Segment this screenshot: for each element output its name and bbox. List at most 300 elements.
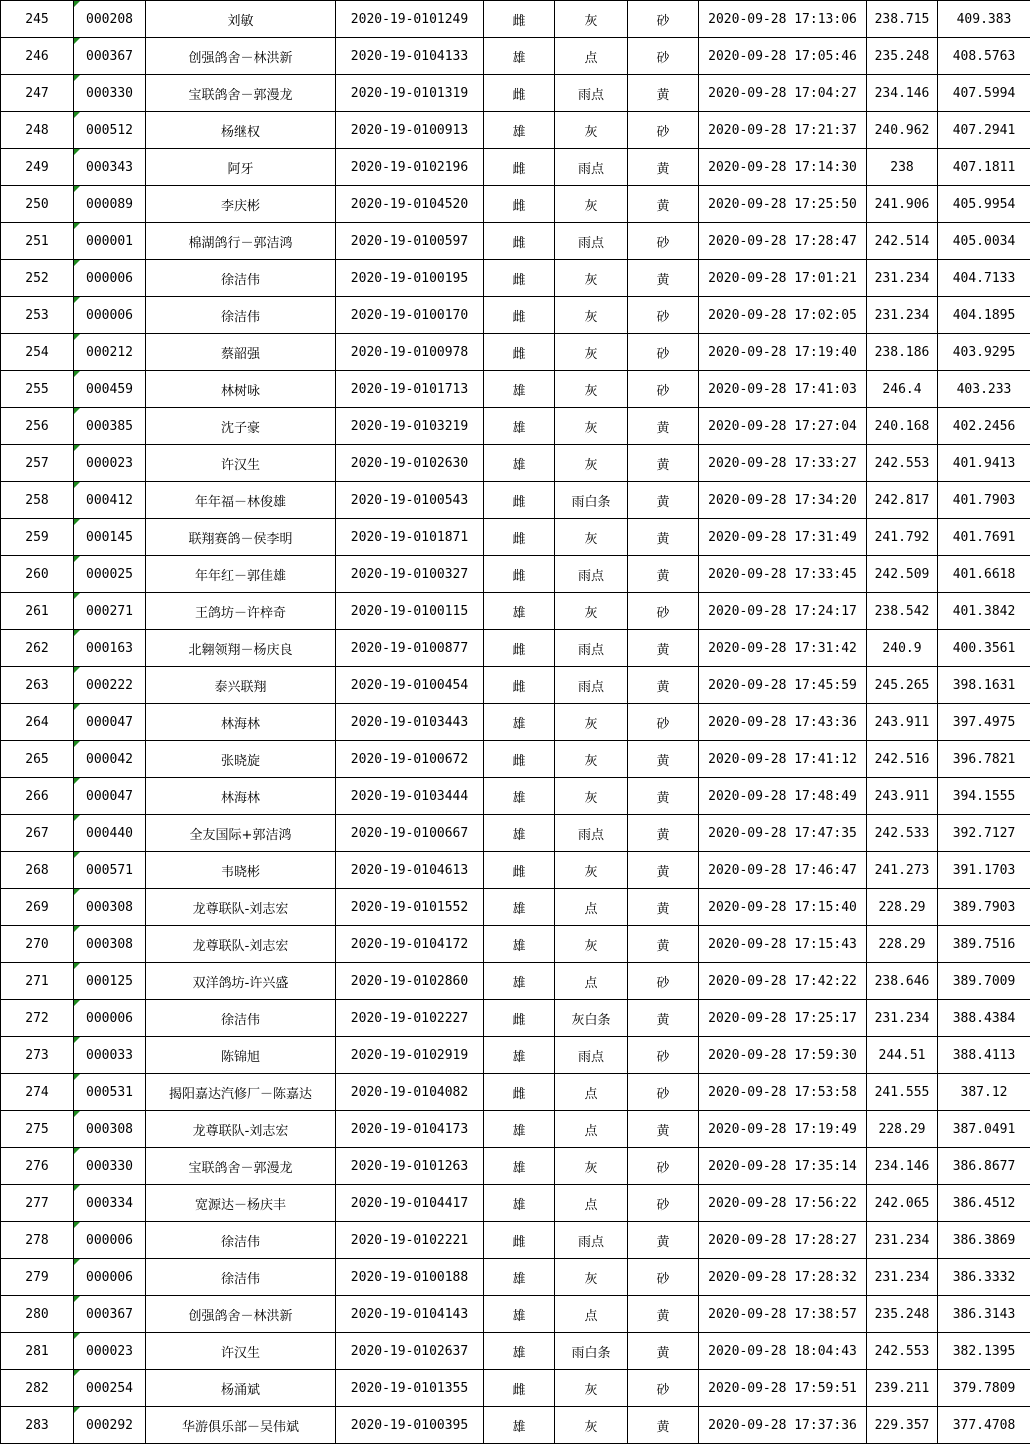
distance-cell: 228.29 <box>867 926 938 963</box>
arrival-time-cell: 2020-09-28 17:14:30 <box>699 149 867 186</box>
arrival-time-cell: 2020-09-28 17:19:40 <box>699 334 867 371</box>
rank-cell: 261 <box>1 593 74 630</box>
table-row <box>1 297 1030 334</box>
rank-cell: 266 <box>1 778 74 815</box>
feather-color-cell: 灰白条 <box>555 1000 628 1037</box>
feather-color-cell: 雨点 <box>555 149 628 186</box>
distance-cell: 241.792 <box>867 519 938 556</box>
table-row <box>1 778 1030 815</box>
member-id-cell: 000042 <box>74 741 146 778</box>
member-id-cell: 000125 <box>74 963 146 1000</box>
ring-number-cell: 2020-19-0102860 <box>336 963 484 1000</box>
sex-cell: 雄 <box>484 1148 555 1185</box>
member-id-cell: 000006 <box>74 1259 146 1296</box>
feather-color-cell: 点 <box>555 963 628 1000</box>
table-row <box>1 38 1030 75</box>
member-id-cell: 000145 <box>74 519 146 556</box>
member-id-cell: 000367 <box>74 38 146 75</box>
table-row <box>1 482 1030 519</box>
table-row <box>1 1296 1030 1333</box>
member-id-cell: 000006 <box>74 260 146 297</box>
table-row <box>1 1148 1030 1185</box>
rank-cell: 258 <box>1 482 74 519</box>
arrival-time-cell: 2020-09-28 18:04:43 <box>699 1333 867 1370</box>
table-row <box>1 593 1030 630</box>
member-id-cell: 000512 <box>74 112 146 149</box>
member-id-cell: 000023 <box>74 445 146 482</box>
sex-cell: 雄 <box>484 1111 555 1148</box>
table-row <box>1 1222 1030 1259</box>
sex-cell: 雄 <box>484 963 555 1000</box>
speed-cell: 401.7903 <box>938 482 1030 519</box>
table-row <box>1 445 1030 482</box>
member-id-cell: 000006 <box>74 1222 146 1259</box>
owner-name-cell: 许汉生 <box>146 1333 336 1370</box>
member-id-cell: 000033 <box>74 1037 146 1074</box>
feather-color-cell: 点 <box>555 1296 628 1333</box>
rank-cell: 270 <box>1 926 74 963</box>
arrival-time-cell: 2020-09-28 17:01:21 <box>699 260 867 297</box>
distance-cell: 231.234 <box>867 1259 938 1296</box>
feather-color-cell: 雨点 <box>555 1222 628 1259</box>
arrival-time-cell: 2020-09-28 17:59:51 <box>699 1370 867 1407</box>
ring-number-cell: 2020-19-0100978 <box>336 334 484 371</box>
owner-name-cell: 棉湖鸽行－郭洁鸿 <box>146 223 336 260</box>
eye-sand-cell: 砂 <box>628 223 699 260</box>
sex-cell: 雌 <box>484 297 555 334</box>
owner-name-cell: 陈锦旭 <box>146 1037 336 1074</box>
eye-sand-cell: 黄 <box>628 408 699 445</box>
arrival-time-cell: 2020-09-28 17:56:22 <box>699 1185 867 1222</box>
eye-sand-cell: 黄 <box>628 186 699 223</box>
speed-cell: 379.7809 <box>938 1370 1030 1407</box>
distance-cell: 242.553 <box>867 1333 938 1370</box>
eye-sand-cell: 黄 <box>628 630 699 667</box>
feather-color-cell: 雨点 <box>555 223 628 260</box>
table-row <box>1 334 1030 371</box>
rank-cell: 274 <box>1 1074 74 1111</box>
eye-sand-cell: 黄 <box>628 482 699 519</box>
ring-number-cell: 2020-19-0102630 <box>336 445 484 482</box>
distance-cell: 242.533 <box>867 815 938 852</box>
distance-cell: 238 <box>867 149 938 186</box>
owner-name-cell: 揭阳嘉达汽修厂－陈嘉达 <box>146 1074 336 1111</box>
arrival-time-cell: 2020-09-28 17:02:05 <box>699 297 867 334</box>
feather-color-cell: 雨点 <box>555 630 628 667</box>
sex-cell: 雌 <box>484 667 555 704</box>
eye-sand-cell: 砂 <box>628 371 699 408</box>
sex-cell: 雌 <box>484 223 555 260</box>
owner-name-cell: 双洋鸽坊-许兴盛 <box>146 963 336 1000</box>
arrival-time-cell: 2020-09-28 17:59:30 <box>699 1037 867 1074</box>
ring-number-cell: 2020-19-0104172 <box>336 926 484 963</box>
speed-cell: 405.0034 <box>938 223 1030 260</box>
owner-name-cell: 李庆彬 <box>146 186 336 223</box>
eye-sand-cell: 砂 <box>628 1185 699 1222</box>
speed-cell: 407.1811 <box>938 149 1030 186</box>
member-id-cell: 000025 <box>74 556 146 593</box>
arrival-time-cell: 2020-09-28 17:31:42 <box>699 630 867 667</box>
distance-cell: 245.265 <box>867 667 938 704</box>
arrival-time-cell: 2020-09-28 17:33:27 <box>699 445 867 482</box>
ring-number-cell: 2020-19-0103443 <box>336 704 484 741</box>
rank-cell: 265 <box>1 741 74 778</box>
eye-sand-cell: 黄 <box>628 556 699 593</box>
distance-cell: 242.553 <box>867 445 938 482</box>
feather-color-cell: 点 <box>555 889 628 926</box>
distance-cell: 238.186 <box>867 334 938 371</box>
eye-sand-cell: 砂 <box>628 1037 699 1074</box>
owner-name-cell: 徐洁伟 <box>146 1222 336 1259</box>
arrival-time-cell: 2020-09-28 17:04:27 <box>699 75 867 112</box>
table-row <box>1 1111 1030 1148</box>
owner-name-cell: 徐洁伟 <box>146 1259 336 1296</box>
speed-cell: 389.7903 <box>938 889 1030 926</box>
eye-sand-cell: 砂 <box>628 297 699 334</box>
distance-cell: 238.542 <box>867 593 938 630</box>
distance-cell: 243.911 <box>867 704 938 741</box>
sex-cell: 雄 <box>484 1296 555 1333</box>
rank-cell: 257 <box>1 445 74 482</box>
arrival-time-cell: 2020-09-28 17:37:36 <box>699 1407 867 1444</box>
member-id-cell: 000334 <box>74 1185 146 1222</box>
eye-sand-cell: 黄 <box>628 149 699 186</box>
ring-number-cell: 2020-19-0100188 <box>336 1259 484 1296</box>
arrival-time-cell: 2020-09-28 17:28:27 <box>699 1222 867 1259</box>
distance-cell: 242.516 <box>867 741 938 778</box>
feather-color-cell: 雨点 <box>555 1037 628 1074</box>
eye-sand-cell: 黄 <box>628 815 699 852</box>
feather-color-cell: 灰 <box>555 926 628 963</box>
table-row <box>1 815 1030 852</box>
arrival-time-cell: 2020-09-28 17:15:43 <box>699 926 867 963</box>
ring-number-cell: 2020-19-0101355 <box>336 1370 484 1407</box>
speed-cell: 382.1395 <box>938 1333 1030 1370</box>
owner-name-cell: 宽源达－杨庆丰 <box>146 1185 336 1222</box>
feather-color-cell: 雨白条 <box>555 1333 628 1370</box>
arrival-time-cell: 2020-09-28 17:25:50 <box>699 186 867 223</box>
speed-cell: 377.4708 <box>938 1407 1030 1444</box>
ring-number-cell: 2020-19-0104082 <box>336 1074 484 1111</box>
rank-cell: 268 <box>1 852 74 889</box>
distance-cell: 242.065 <box>867 1185 938 1222</box>
owner-name-cell: 王鸽坊－许梓奇 <box>146 593 336 630</box>
ring-number-cell: 2020-19-0100597 <box>336 223 484 260</box>
member-id-cell: 000330 <box>74 75 146 112</box>
speed-cell: 401.7691 <box>938 519 1030 556</box>
feather-color-cell: 灰 <box>555 371 628 408</box>
arrival-time-cell: 2020-09-28 17:27:04 <box>699 408 867 445</box>
feather-color-cell: 点 <box>555 1111 628 1148</box>
table-row <box>1 112 1030 149</box>
table-row <box>1 408 1030 445</box>
eye-sand-cell: 黄 <box>628 75 699 112</box>
speed-cell: 389.7516 <box>938 926 1030 963</box>
feather-color-cell: 点 <box>555 38 628 75</box>
sex-cell: 雄 <box>484 889 555 926</box>
ring-number-cell: 2020-19-0102227 <box>336 1000 484 1037</box>
distance-cell: 235.248 <box>867 38 938 75</box>
owner-name-cell: 许汉生 <box>146 445 336 482</box>
ring-number-cell: 2020-19-0100454 <box>336 667 484 704</box>
owner-name-cell: 年年红－郭佳雄 <box>146 556 336 593</box>
table-row <box>1 556 1030 593</box>
table-row <box>1 741 1030 778</box>
ring-number-cell: 2020-19-0104613 <box>336 852 484 889</box>
eye-sand-cell: 黄 <box>628 519 699 556</box>
ring-number-cell: 2020-19-0102196 <box>336 149 484 186</box>
member-id-cell: 000006 <box>74 297 146 334</box>
table-row <box>1 963 1030 1000</box>
feather-color-cell: 灰 <box>555 297 628 334</box>
distance-cell: 240.9 <box>867 630 938 667</box>
arrival-time-cell: 2020-09-28 17:35:14 <box>699 1148 867 1185</box>
results-table-body <box>1 1 1030 1444</box>
rank-cell: 260 <box>1 556 74 593</box>
owner-name-cell: 龙尊联队-刘志宏 <box>146 926 336 963</box>
rank-cell: 253 <box>1 297 74 334</box>
arrival-time-cell: 2020-09-28 17:19:49 <box>699 1111 867 1148</box>
ring-number-cell: 2020-19-0103444 <box>336 778 484 815</box>
sex-cell: 雄 <box>484 371 555 408</box>
feather-color-cell: 灰 <box>555 852 628 889</box>
sex-cell: 雄 <box>484 1037 555 1074</box>
arrival-time-cell: 2020-09-28 17:28:47 <box>699 223 867 260</box>
rank-cell: 279 <box>1 1259 74 1296</box>
ring-number-cell: 2020-19-0100672 <box>336 741 484 778</box>
table-row <box>1 1259 1030 1296</box>
ring-number-cell: 2020-19-0100667 <box>336 815 484 852</box>
owner-name-cell: 创强鸽舍－林洪新 <box>146 1296 336 1333</box>
distance-cell: 238.715 <box>867 1 938 38</box>
owner-name-cell: 龙尊联队-刘志宏 <box>146 1111 336 1148</box>
ring-number-cell: 2020-19-0100115 <box>336 593 484 630</box>
member-id-cell: 000330 <box>74 1148 146 1185</box>
table-row <box>1 852 1030 889</box>
sex-cell: 雌 <box>484 630 555 667</box>
eye-sand-cell: 砂 <box>628 112 699 149</box>
owner-name-cell: 创强鸽舍－林洪新 <box>146 38 336 75</box>
member-id-cell: 000089 <box>74 186 146 223</box>
arrival-time-cell: 2020-09-28 17:15:40 <box>699 889 867 926</box>
rank-cell: 275 <box>1 1111 74 1148</box>
arrival-time-cell: 2020-09-28 17:45:59 <box>699 667 867 704</box>
rank-cell: 281 <box>1 1333 74 1370</box>
owner-name-cell: 宝联鸽舍－郭漫龙 <box>146 75 336 112</box>
owner-name-cell: 林海林 <box>146 704 336 741</box>
table-row <box>1 223 1030 260</box>
feather-color-cell: 灰 <box>555 1259 628 1296</box>
distance-cell: 228.29 <box>867 1111 938 1148</box>
owner-name-cell: 张晓旋 <box>146 741 336 778</box>
member-id-cell: 000271 <box>74 593 146 630</box>
member-id-cell: 000531 <box>74 1074 146 1111</box>
member-id-cell: 000571 <box>74 852 146 889</box>
ring-number-cell: 2020-19-0101263 <box>336 1148 484 1185</box>
sex-cell: 雌 <box>484 1000 555 1037</box>
owner-name-cell: 韦晓彬 <box>146 852 336 889</box>
arrival-time-cell: 2020-09-28 17:25:17 <box>699 1000 867 1037</box>
rank-cell: 247 <box>1 75 74 112</box>
ring-number-cell: 2020-19-0104417 <box>336 1185 484 1222</box>
arrival-time-cell: 2020-09-28 17:33:45 <box>699 556 867 593</box>
ring-number-cell: 2020-19-0100195 <box>336 260 484 297</box>
sex-cell: 雌 <box>484 519 555 556</box>
table-row <box>1 926 1030 963</box>
distance-cell: 241.555 <box>867 1074 938 1111</box>
ring-number-cell: 2020-19-0101552 <box>336 889 484 926</box>
eye-sand-cell: 黄 <box>628 260 699 297</box>
feather-color-cell: 灰 <box>555 593 628 630</box>
ring-number-cell: 2020-19-0100913 <box>336 112 484 149</box>
member-id-cell: 000047 <box>74 704 146 741</box>
member-id-cell: 000163 <box>74 630 146 667</box>
speed-cell: 388.4384 <box>938 1000 1030 1037</box>
ring-number-cell: 2020-19-0104143 <box>336 1296 484 1333</box>
sex-cell: 雌 <box>484 741 555 778</box>
owner-name-cell: 林树咏 <box>146 371 336 408</box>
sex-cell: 雌 <box>484 556 555 593</box>
table-row <box>1 889 1030 926</box>
speed-cell: 394.1555 <box>938 778 1030 815</box>
sex-cell: 雌 <box>484 1222 555 1259</box>
distance-cell: 242.509 <box>867 556 938 593</box>
feather-color-cell: 灰 <box>555 1148 628 1185</box>
feather-color-cell: 灰 <box>555 408 628 445</box>
sex-cell: 雌 <box>484 334 555 371</box>
ring-number-cell: 2020-19-0101319 <box>336 75 484 112</box>
speed-cell: 407.2941 <box>938 112 1030 149</box>
feather-color-cell: 灰 <box>555 334 628 371</box>
speed-cell: 396.7821 <box>938 741 1030 778</box>
sex-cell: 雄 <box>484 704 555 741</box>
sex-cell: 雌 <box>484 260 555 297</box>
sex-cell: 雄 <box>484 1185 555 1222</box>
eye-sand-cell: 黄 <box>628 1333 699 1370</box>
sex-cell: 雌 <box>484 1370 555 1407</box>
distance-cell: 235.248 <box>867 1296 938 1333</box>
rank-cell: 245 <box>1 1 74 38</box>
distance-cell: 242.817 <box>867 482 938 519</box>
eye-sand-cell: 砂 <box>628 1259 699 1296</box>
feather-color-cell: 雨点 <box>555 556 628 593</box>
rank-cell: 271 <box>1 963 74 1000</box>
speed-cell: 407.5994 <box>938 75 1030 112</box>
member-id-cell: 000023 <box>74 1333 146 1370</box>
arrival-time-cell: 2020-09-28 17:38:57 <box>699 1296 867 1333</box>
rank-cell: 272 <box>1 1000 74 1037</box>
rank-cell: 250 <box>1 186 74 223</box>
member-id-cell: 000308 <box>74 926 146 963</box>
arrival-time-cell: 2020-09-28 17:34:20 <box>699 482 867 519</box>
owner-name-cell: 阿牙 <box>146 149 336 186</box>
ring-number-cell: 2020-19-0104133 <box>336 38 484 75</box>
member-id-cell: 000459 <box>74 371 146 408</box>
rank-cell: 256 <box>1 408 74 445</box>
member-id-cell: 000254 <box>74 1370 146 1407</box>
rank-cell: 282 <box>1 1370 74 1407</box>
table-row <box>1 1333 1030 1370</box>
owner-name-cell: 刘敏 <box>146 1 336 38</box>
distance-cell: 231.234 <box>867 260 938 297</box>
ring-number-cell: 2020-19-0100877 <box>336 630 484 667</box>
feather-color-cell: 灰 <box>555 112 628 149</box>
distance-cell: 240.168 <box>867 408 938 445</box>
distance-cell: 238.646 <box>867 963 938 1000</box>
table-row <box>1 630 1030 667</box>
eye-sand-cell: 黄 <box>628 445 699 482</box>
sex-cell: 雌 <box>484 186 555 223</box>
arrival-time-cell: 2020-09-28 17:41:12 <box>699 741 867 778</box>
ring-number-cell: 2020-19-0101713 <box>336 371 484 408</box>
rank-cell: 249 <box>1 149 74 186</box>
feather-color-cell: 灰 <box>555 1407 628 1444</box>
sex-cell: 雄 <box>484 445 555 482</box>
table-row <box>1 371 1030 408</box>
arrival-time-cell: 2020-09-28 17:43:36 <box>699 704 867 741</box>
feather-color-cell: 点 <box>555 1185 628 1222</box>
eye-sand-cell: 黄 <box>628 1222 699 1259</box>
rank-cell: 264 <box>1 704 74 741</box>
rank-cell: 277 <box>1 1185 74 1222</box>
table-row <box>1 1185 1030 1222</box>
owner-name-cell: 宝联鸽舍－郭漫龙 <box>146 1148 336 1185</box>
member-id-cell: 000367 <box>74 1296 146 1333</box>
arrival-time-cell: 2020-09-28 17:48:49 <box>699 778 867 815</box>
sex-cell: 雄 <box>484 112 555 149</box>
rank-cell: 251 <box>1 223 74 260</box>
table-row <box>1 1370 1030 1407</box>
distance-cell: 243.911 <box>867 778 938 815</box>
table-row <box>1 186 1030 223</box>
speed-cell: 386.8677 <box>938 1148 1030 1185</box>
ring-number-cell: 2020-19-0104520 <box>336 186 484 223</box>
feather-color-cell: 灰 <box>555 704 628 741</box>
eye-sand-cell: 砂 <box>628 963 699 1000</box>
rank-cell: 248 <box>1 112 74 149</box>
distance-cell: 228.29 <box>867 889 938 926</box>
owner-name-cell: 蔡韶强 <box>146 334 336 371</box>
sex-cell: 雄 <box>484 1259 555 1296</box>
speed-cell: 405.9954 <box>938 186 1030 223</box>
speed-cell: 386.4512 <box>938 1185 1030 1222</box>
arrival-time-cell: 2020-09-28 17:21:37 <box>699 112 867 149</box>
speed-cell: 402.2456 <box>938 408 1030 445</box>
owner-name-cell: 林海林 <box>146 778 336 815</box>
speed-cell: 403.9295 <box>938 334 1030 371</box>
sex-cell: 雌 <box>484 1074 555 1111</box>
member-id-cell: 000343 <box>74 149 146 186</box>
table-row <box>1 1037 1030 1074</box>
rank-cell: 246 <box>1 38 74 75</box>
eye-sand-cell: 砂 <box>628 334 699 371</box>
ring-number-cell: 2020-19-0104173 <box>336 1111 484 1148</box>
feather-color-cell: 灰 <box>555 741 628 778</box>
speed-cell: 401.6618 <box>938 556 1030 593</box>
eye-sand-cell: 砂 <box>628 1 699 38</box>
owner-name-cell: 全友国际+郭洁鸿 <box>146 815 336 852</box>
eye-sand-cell: 黄 <box>628 1111 699 1148</box>
member-id-cell: 000208 <box>74 1 146 38</box>
table-row <box>1 75 1030 112</box>
arrival-time-cell: 2020-09-28 17:28:32 <box>699 1259 867 1296</box>
arrival-time-cell: 2020-09-28 17:53:58 <box>699 1074 867 1111</box>
sex-cell: 雄 <box>484 408 555 445</box>
rank-cell: 254 <box>1 334 74 371</box>
feather-color-cell: 灰 <box>555 1370 628 1407</box>
eye-sand-cell: 黄 <box>628 778 699 815</box>
speed-cell: 401.3842 <box>938 593 1030 630</box>
